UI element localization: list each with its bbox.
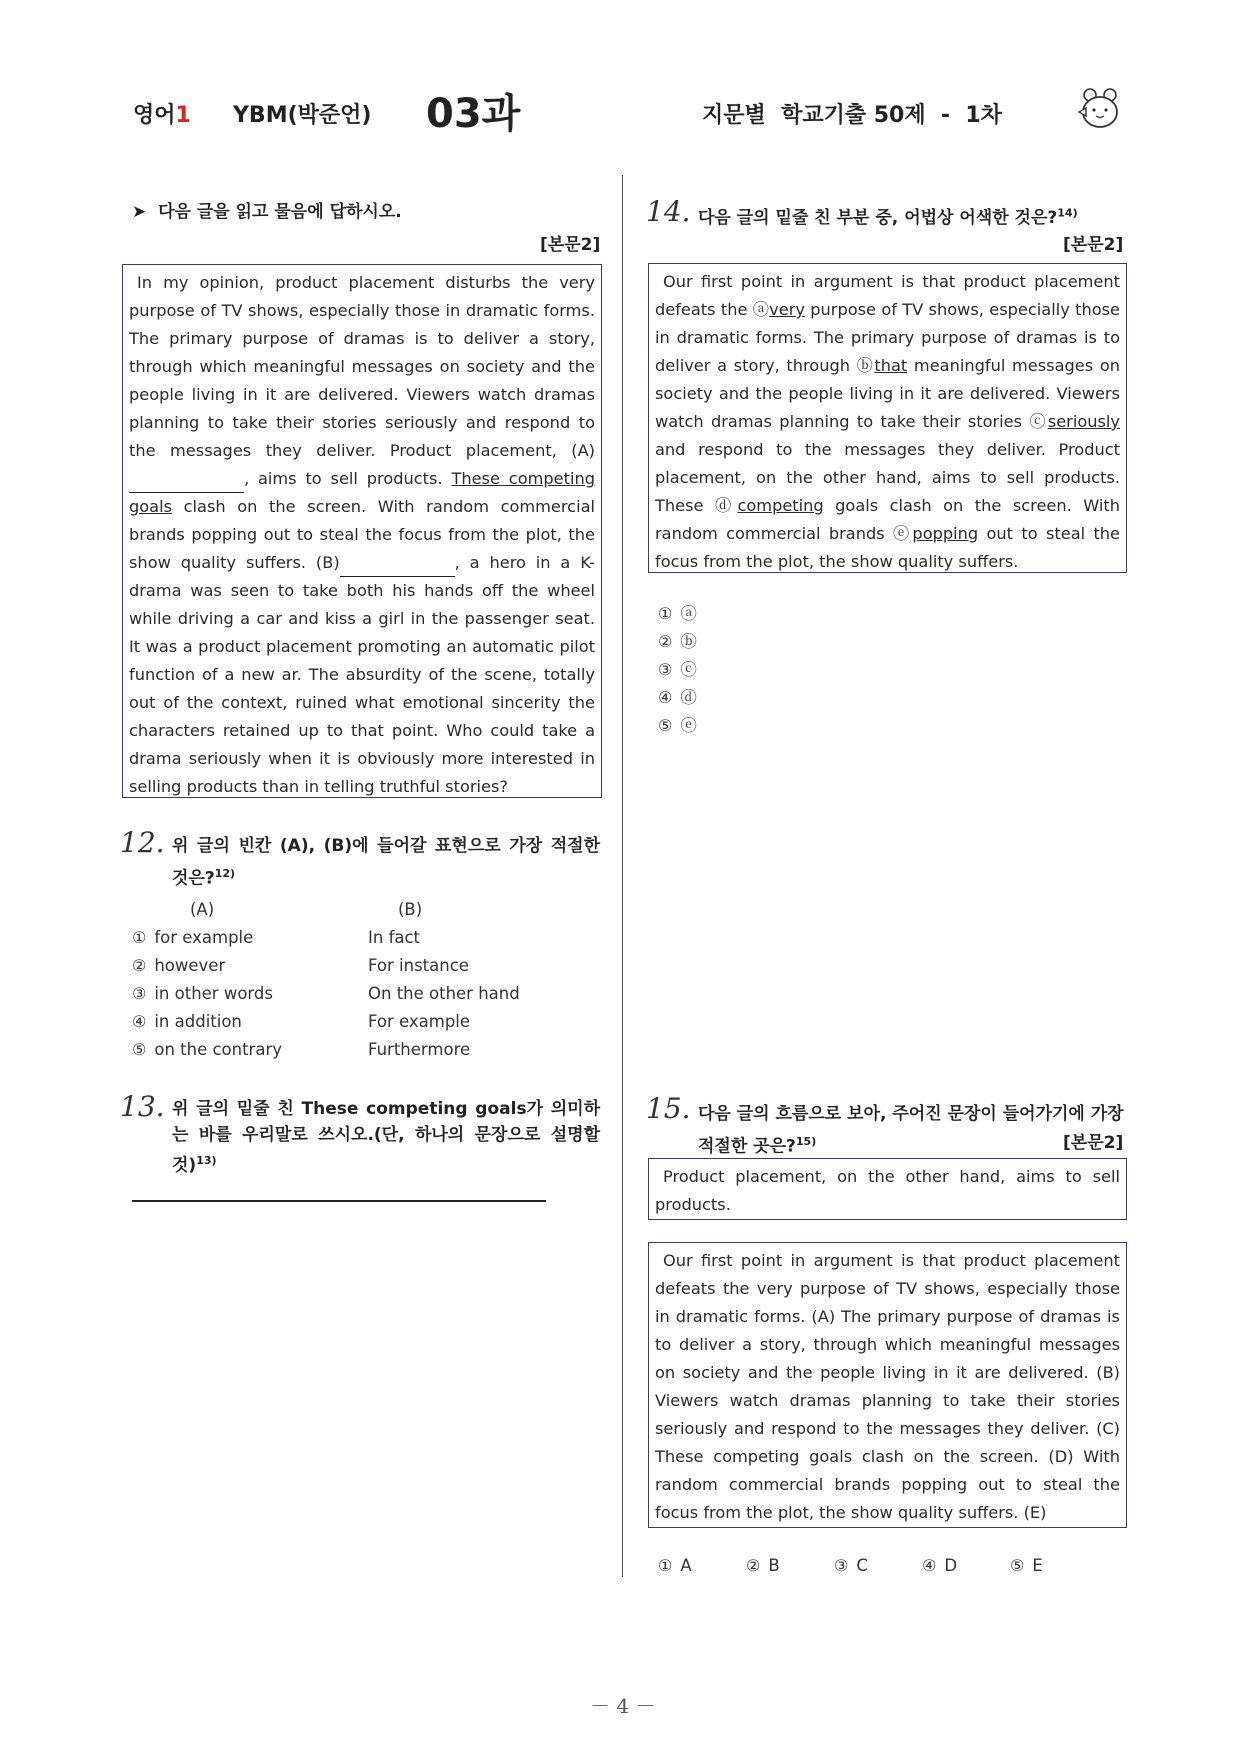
blank-a	[129, 474, 244, 493]
option-item[interactable]: ③ ⓒ	[658, 660, 697, 679]
passage-tag: [본문2]	[1063, 1133, 1124, 1153]
option-item[interactable]: ④ D	[922, 1556, 958, 1575]
column-header-b: (B)	[398, 900, 423, 919]
page-number: － 4 －	[590, 1694, 656, 1718]
option-list	[658, 600, 697, 740]
publisher-label: YBM(박준언)	[233, 103, 372, 128]
subject-label: 영어1	[133, 103, 191, 128]
question-number: 14.	[646, 195, 691, 228]
option-item[interactable]: ③ in other words On the other hand	[132, 984, 520, 1003]
passage-tag: [본문2]	[540, 235, 601, 255]
instruction-line: ➤ 다음 글을 읽고 물음에 답하시오.	[132, 202, 402, 222]
option-item[interactable]: ⑤ E	[1010, 1556, 1043, 1575]
question-text: 위 글의 빈칸 (A), (B)에 들어갈 표현으로 가장 적절한 것은?$^{12)}$	[172, 836, 600, 889]
option-item[interactable]: ④ in addition For example	[132, 1012, 471, 1031]
arrow-icon: ➤	[132, 202, 147, 222]
option-item[interactable]: ② B	[746, 1556, 780, 1575]
option-item[interactable]: ① for example In fact	[132, 928, 421, 947]
option-item[interactable]: ① A	[658, 1556, 692, 1575]
option-item[interactable]: ② ⓑ	[658, 632, 697, 651]
lesson-title: 03과	[426, 91, 521, 137]
passage-box: Our first point in argument is that product placement defeats the very purpose of TV shows, especially those in dramatic forms. (A) The primary purpose of dramas is to deliver a story, through which meaningful messages on society and the people living in it are delivered. (B) Viewers watch dramas planning to take their stories seriously and respond to the messages they deliver. (C) These competing goals clash on the screen. (D) With random commercial brands popping out to steal the focus from the plot, the show quality suffers. (E)	[648, 1242, 1127, 1528]
option-list	[132, 924, 592, 1064]
question-number: 13.	[120, 1090, 165, 1123]
question-number: 15.	[646, 1092, 691, 1125]
underlined-phrase: These competing goals	[129, 469, 595, 516]
question-text: 다음 글의 밑줄 친 부분 중, 어법상 어색한 것은?$^{14)}$	[698, 206, 1078, 228]
column-divider	[622, 175, 623, 1577]
question-text: 위 글의 밑줄 친 These competing goals가 의미하는 바를 우리말로 쓰시오.(단, 하나의 문장으로 설명할 것)$^{13)}$	[172, 1099, 600, 1176]
option-item[interactable]: ⑤ ⓔ	[658, 716, 697, 735]
given-sentence-box: Product placement, on the other hand, aims to sell products.	[648, 1158, 1127, 1220]
option-list	[658, 1552, 1098, 1580]
option-item[interactable]: ⑤ on the contrary Furthermore	[132, 1040, 471, 1059]
option-item[interactable]: ② however For instance	[132, 956, 469, 975]
option-item[interactable]: ④ ⓓ	[658, 688, 697, 707]
answer-line[interactable]	[132, 1200, 546, 1202]
column-header-a: (A)	[190, 900, 215, 919]
question-number: 12.	[120, 826, 165, 859]
option-item[interactable]: ③ C	[834, 1556, 868, 1575]
passage-box: In my opinion, product placement disturbs the very purpose of TV shows, especially those in dramatic forms. The primary purpose of dramas is to deliver a story, through which meaningful messages on society and the people living in it are delivered. Viewers watch dramas planning to take their stories seriously and respond to the messages they deliver. Product placement, (A), aims to sell products. These competing goals clash on the screen. With random commercial brands popping out to steal the focus from the plot, the show quality suffers. (B) , a hero in a K-drama was seen to take both his hands off the wheel while driving a car and kiss a girl in the passenger seat. It was a product placement promoting an automatic pilot function of a new ar. The absurdity of the scene, totally out of the context, ruined what emotional sincerity the characters retained up to that point. Who could take a drama seriously when it is obviously more interested in selling products than in telling truthful stories?	[122, 264, 602, 798]
passage-box: Our first point in argument is that product placement defeats the ⓐvery purpose of TV shows, especially those in dramatic forms. The primary purpose of dramas is to deliver a story, through ⓑthat meaningful messages on society and the people living in it are delivered. Viewers watch dramas planning to take their stories ⓒseriously and respond to the messages they deliver. Product placement, on the other hand, aims to sell products. These ⓓcompeting goals clash on the screen. With random commercial brands ⓔpopping out to steal the focus from the plot, the show quality suffers.	[648, 263, 1127, 573]
blank-b	[340, 558, 455, 577]
question-text: 다음 글의 흐름으로 보아, 주어진 문장이 들어가기에 가장 적절한 곳은?$^{15)}$	[698, 1104, 1124, 1157]
passage-tag: [본문2]	[1063, 235, 1124, 255]
bear-mascot-icon	[1076, 86, 1124, 132]
option-item[interactable]: ① ⓐ	[658, 604, 697, 623]
page-title: 지문별 학교기출 50제 - 1차	[702, 103, 1002, 128]
